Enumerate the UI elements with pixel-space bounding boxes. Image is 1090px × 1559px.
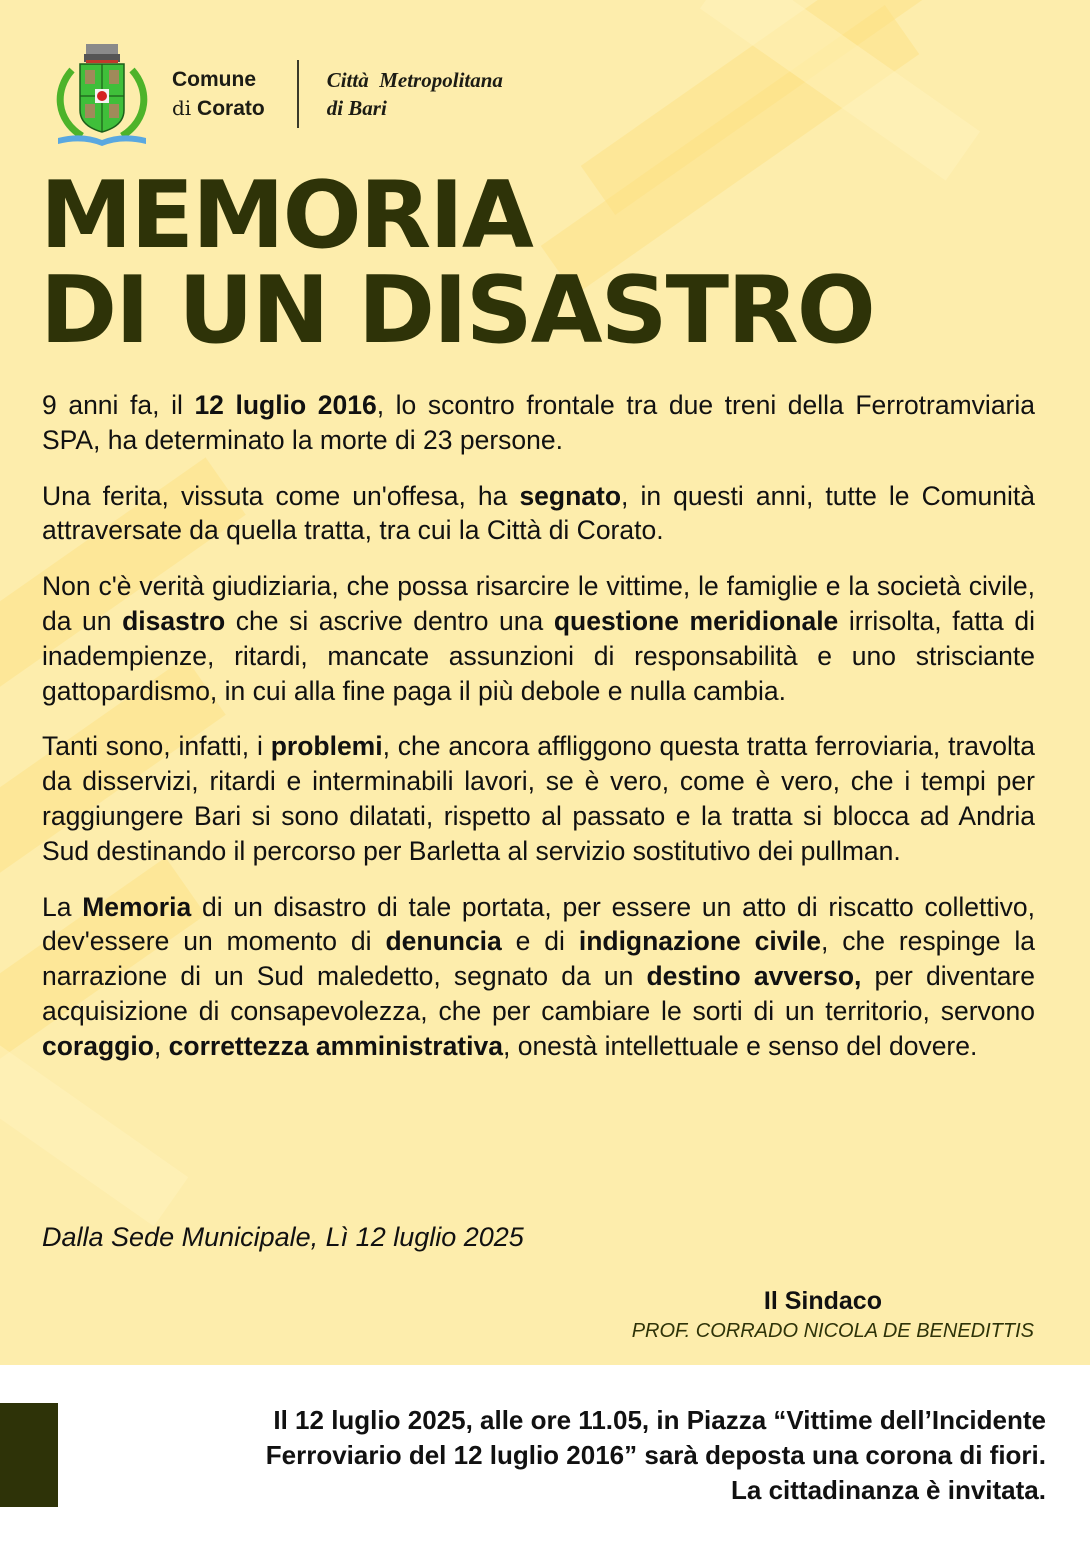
notice-line3: La cittadinanza è invitata. bbox=[731, 1475, 1046, 1505]
text: 9 anni fa, il bbox=[42, 390, 195, 420]
paragraph-2 bbox=[42, 479, 1035, 549]
paragraph-5 bbox=[42, 890, 1035, 1064]
title-line2: DI UN DISASTRO bbox=[40, 256, 874, 364]
bold-text: destino avverso, bbox=[646, 961, 862, 992]
paragraph-3 bbox=[42, 569, 1035, 708]
text: e di bbox=[501, 926, 579, 957]
text: La bbox=[42, 891, 83, 922]
text: irrisolta, fatta di inadempienze, ritardi, mancate assunzioni di responsabilità e uno strisciante gattopardismo, in cui alla fine paga il più debole e nulla cambia. bbox=[42, 605, 1035, 706]
metro-line1: Città Metropolitana bbox=[326, 68, 503, 92]
text: Tanti sono, infatti, i bbox=[42, 731, 271, 762]
notice-line2: Ferroviario del 12 luglio 2016” sarà deposta una corona di fiori. bbox=[265, 1440, 1046, 1470]
bold-text: denuncia bbox=[385, 926, 502, 957]
coat-of-arms-icon bbox=[52, 40, 152, 148]
text: , in questi anni, tutte le Comunità attraversate da quella tratta, tra cui la Città di Corato. bbox=[42, 480, 1035, 546]
bold-text: disastro bbox=[122, 605, 226, 636]
signature-name: PROF. CORRADO NICOLA DE BENEDITTIS bbox=[631, 1320, 1034, 1342]
municipality-name bbox=[172, 66, 265, 123]
accent-bar bbox=[0, 1403, 58, 1507]
paragraph-1 bbox=[42, 388, 1035, 458]
bold-text: correttezza amministrativa bbox=[168, 1030, 503, 1061]
text: Una ferita, vissuta come un'offesa, ha bbox=[42, 480, 520, 511]
text: , onestà intellettuale e senso del dovere. bbox=[502, 1030, 978, 1061]
bold-text: 12 luglio 2016 bbox=[194, 390, 377, 420]
text: di un disastro di tale portata, per essere un atto di riscatto collettivo, dev'essere un momento di bbox=[42, 891, 1036, 957]
municipality-city: Corato bbox=[197, 96, 265, 120]
text: , che ancora affliggono questa tratta ferroviaria, travolta da disservizi, ritardi e interminabili lavori, se è vero, come è vero, che i tempi per raggiungere Bari si sono dilatati, rispetto al passato e la tratta si blocca ad Andria Sud destinando il percorso per Barletta al servizio sostitutivo dei pullman. bbox=[42, 731, 1035, 866]
metropolitan-city bbox=[327, 66, 503, 122]
signature-block bbox=[632, 1284, 1034, 1344]
title-line1: MEMORIA bbox=[40, 161, 532, 269]
text: , che respinge la narrazione di un Sud maledetto, segnato da un bbox=[42, 926, 1036, 992]
text: Non c'è verità giudiziaria, che possa risarcire le vittime, le famiglie e la società civile, da un bbox=[42, 571, 1035, 636]
ceremony-notice bbox=[86, 1403, 1046, 1508]
bold-text: questione meridionale bbox=[553, 605, 839, 636]
bold-text: segnato bbox=[519, 480, 622, 511]
municipality-line1: Comune bbox=[172, 67, 256, 91]
metro-line2: di Bari bbox=[326, 96, 387, 120]
header-divider bbox=[297, 60, 299, 128]
place-and-date: Dalla Sede Municipale, Lì 12 luglio 2025 bbox=[42, 1222, 524, 1252]
municipality-prefix: di bbox=[172, 95, 192, 120]
text: , lo scontro frontale tra due treni della Ferrotramviaria SPA, ha determinato la morte di 23 persone. bbox=[42, 390, 1036, 455]
bold-text: problemi bbox=[270, 731, 383, 762]
header bbox=[52, 40, 503, 148]
paragraph-4 bbox=[42, 729, 1035, 868]
notice-line1: Il 12 luglio 2025, alle ore 11.05, in Piazza “Vittime dell’Incidente bbox=[273, 1405, 1046, 1435]
bold-text: Memoria bbox=[82, 891, 192, 922]
page-title bbox=[40, 161, 1050, 364]
text: per diventare acquisizione di consapevolezza, che per cambiare le sorti di un territorio, servono bbox=[42, 961, 1035, 1026]
text: che si ascrive dentro una bbox=[225, 605, 554, 636]
body-text bbox=[42, 388, 1035, 1085]
bold-text: coraggio bbox=[42, 1030, 154, 1061]
text: , bbox=[153, 1030, 169, 1061]
signature-role: Il Sindaco bbox=[763, 1287, 882, 1315]
bold-text: indignazione civile bbox=[578, 926, 821, 957]
